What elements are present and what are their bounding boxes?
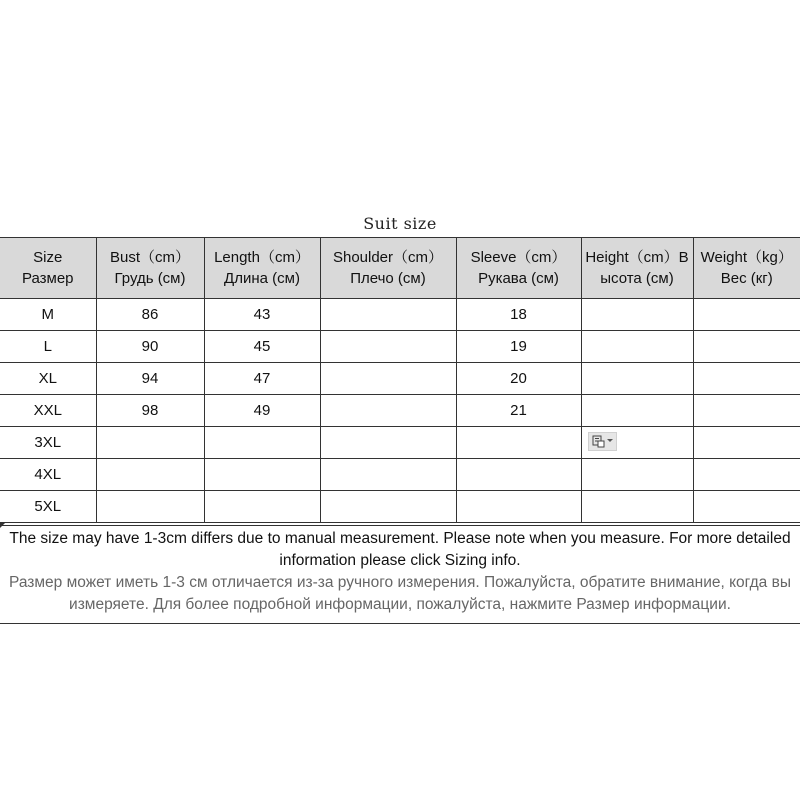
table-row <box>0 491 800 523</box>
cell-height <box>581 427 693 459</box>
cell-height <box>581 299 693 331</box>
cell-weight <box>693 331 800 363</box>
cell-size: L <box>0 331 96 363</box>
cell-shoulder <box>320 299 456 331</box>
cell-length <box>204 491 320 523</box>
cell-weight <box>693 395 800 427</box>
cell-weight <box>693 299 800 331</box>
cell-shoulder <box>320 427 456 459</box>
table-row <box>0 299 800 331</box>
header-size: Size Размер <box>0 238 96 299</box>
table-row <box>0 459 800 491</box>
cell-sleeve: 19 <box>456 331 581 363</box>
cell-size: XL <box>0 363 96 395</box>
cell-bust: 98 <box>96 395 204 427</box>
table-row <box>0 427 800 459</box>
cell-bust: 94 <box>96 363 204 395</box>
header-shoulder: Shoulder（cm） Плечо (см) <box>320 238 456 299</box>
cell-shoulder <box>320 491 456 523</box>
header-height: Height（cm）В ысота (см) <box>581 238 693 299</box>
cell-bust <box>96 491 204 523</box>
note-english: The size may have 1-3cm differs due to manual measurement. Please note when you measure. For more detailed information please click Sizing info. <box>9 530 791 569</box>
cell-sleeve: 20 <box>456 363 581 395</box>
header-sleeve: Sleeve（cm） Рукава (см) <box>456 238 581 299</box>
cell-height <box>581 331 693 363</box>
cell-length: 45 <box>204 331 320 363</box>
cell-bust: 90 <box>96 331 204 363</box>
cell-height <box>581 459 693 491</box>
cell-bust <box>96 459 204 491</box>
cell-height <box>581 395 693 427</box>
size-table <box>0 237 800 523</box>
chart-title: Suit size <box>363 214 437 233</box>
cell-weight <box>693 491 800 523</box>
cell-shoulder <box>320 459 456 491</box>
cell-size: 4XL <box>0 459 96 491</box>
cell-sleeve <box>456 459 581 491</box>
cell-length <box>204 427 320 459</box>
table-row <box>0 395 800 427</box>
cell-bust <box>96 427 204 459</box>
cell-length: 47 <box>204 363 320 395</box>
cell-sleeve <box>456 427 581 459</box>
cell-weight <box>693 459 800 491</box>
cell-length: 49 <box>204 395 320 427</box>
table-row <box>0 363 800 395</box>
cell-shoulder <box>320 363 456 395</box>
header-weight: Weight（kg） Вес (кг) <box>693 238 800 299</box>
cell-bust: 86 <box>96 299 204 331</box>
cell-height <box>581 491 693 523</box>
note-russian: Размер может иметь 1-3 см отличается из-за ручного измерения. Пожалуйста, обратите внимание, когда вы измеряете. Для более подробной информации, пожалуйста, нажмите Размер информации. <box>9 574 791 613</box>
cell-size: M <box>0 299 96 331</box>
header-bust: Bust（cm） Грудь (см) <box>96 238 204 299</box>
cell-size: 3XL <box>0 427 96 459</box>
cell-sleeve: 21 <box>456 395 581 427</box>
cell-height <box>581 363 693 395</box>
cell-shoulder <box>320 395 456 427</box>
cell-length <box>204 459 320 491</box>
header-row <box>0 238 800 299</box>
cell-weight <box>693 427 800 459</box>
cell-sleeve <box>456 491 581 523</box>
table-row <box>0 331 800 363</box>
cell-size: XXL <box>0 395 96 427</box>
cell-weight <box>693 363 800 395</box>
cell-sleeve: 18 <box>456 299 581 331</box>
cell-shoulder <box>320 331 456 363</box>
header-length: Length（cm） Длина (см) <box>204 238 320 299</box>
cell-length: 43 <box>204 299 320 331</box>
cell-size: 5XL <box>0 491 96 523</box>
measurement-note <box>0 525 800 624</box>
paste-options-icon[interactable] <box>588 432 617 451</box>
